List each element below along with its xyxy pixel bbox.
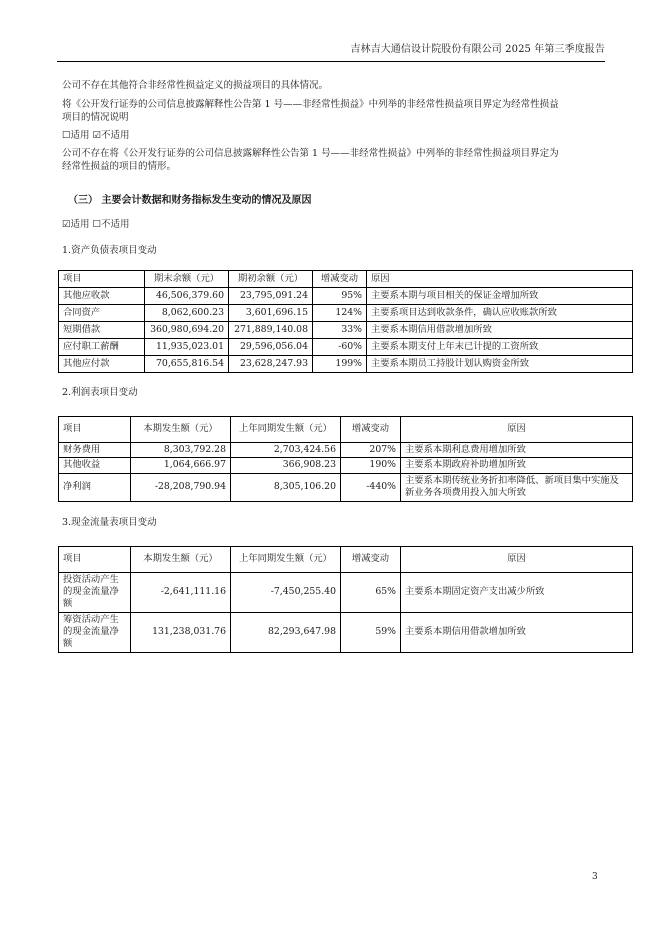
reason-cell: 主要系本期信用借款增加所致 — [401, 612, 633, 652]
table-row — [59, 339, 633, 356]
reason-cell: 主要系本期员工持股计划认购资金所致 — [367, 356, 633, 373]
balance-sheet-title: 1.资产负债表项目变动 — [62, 245, 157, 257]
value-cell: 131,238,031.76 — [131, 612, 231, 652]
value-cell: 366,908.23 — [231, 458, 341, 474]
item-cell: 合同资产 — [59, 305, 145, 322]
header-divider — [57, 61, 605, 62]
header-cell: 增减变动 — [313, 271, 367, 288]
change-cell: 124% — [313, 305, 367, 322]
table-row — [59, 612, 633, 652]
table-row — [59, 442, 633, 458]
item-cell: 应付职工薪酬 — [59, 339, 145, 356]
table-row — [59, 288, 633, 305]
item-cell: 筹资活动产生的现金流量净额 — [59, 612, 131, 652]
reason-cell: 主要系本期利息费用增加所致 — [401, 442, 633, 458]
cashflow-title: 3.现金流量表项目变动 — [62, 516, 157, 528]
item-cell: 其他收益 — [59, 458, 131, 474]
header-cell: 项目 — [59, 271, 145, 288]
value-cell: 23,795,091.24 — [229, 288, 313, 305]
value-cell: 11,935,023.01 — [145, 339, 229, 356]
intro-text-2 — [62, 99, 632, 125]
header-cell: 原因 — [401, 416, 633, 442]
header-cell: 上年同期发生额（元） — [231, 416, 341, 442]
table-row — [59, 572, 633, 612]
header-cell: 上年同期发生额（元） — [231, 546, 341, 572]
header-cell: 原因 — [367, 271, 633, 288]
header-cell: 项目 — [59, 546, 131, 572]
value-cell: 2,703,424.56 — [231, 442, 341, 458]
change-cell: 190% — [341, 458, 401, 474]
table-row — [59, 305, 633, 322]
header-cell: 本期发生额（元） — [131, 546, 231, 572]
table-row — [59, 322, 633, 339]
value-cell: 70,655,816.54 — [145, 356, 229, 373]
reason-cell: 主要系本期固定资产支出减少所致 — [401, 572, 633, 612]
value-cell: 271,889,140.08 — [229, 322, 313, 339]
report-header: 吉林吉大通信设计院股份有限公司 2025 年第三季度报告 — [350, 44, 605, 55]
header-cell: 原因 — [401, 546, 633, 572]
item-cell: 短期借款 — [59, 322, 145, 339]
value-cell: 8,303,792.28 — [131, 442, 231, 458]
change-cell: 33% — [313, 322, 367, 339]
header-cell: 期末余额（元） — [145, 271, 229, 288]
header-cell: 本期发生额（元） — [131, 416, 231, 442]
reason-cell: 主要系本期传统业务折扣率降低、新项目集中实施及新业务各项费用投入加大所致 — [401, 473, 633, 501]
intro-text-3a: 公司不存在将《公开发行证券的公司信息披露解释性公告第 1 号——非经常性损益》中列举的非经常性损益项目界定为 — [62, 148, 559, 160]
income-statement-title: 2.利润表项目变动 — [62, 387, 138, 398]
change-cell: 199% — [313, 356, 367, 373]
applicability-checkbox-2: ☑适用 ☐不适用 — [62, 219, 130, 231]
value-cell: 8,305,106.20 — [231, 473, 341, 501]
value-cell: 3,601,696.15 — [229, 305, 313, 322]
change-cell: -440% — [341, 473, 401, 501]
value-cell: -7,450,255.40 — [231, 572, 341, 612]
value-cell: 8,062,600.23 — [145, 305, 229, 322]
change-cell: -60% — [313, 339, 367, 356]
item-cell: 其他应收款 — [59, 288, 145, 305]
item-cell: 净利润 — [59, 473, 131, 501]
reason-cell: 主要系本期与项目相关的保证金增加所致 — [367, 288, 633, 305]
change-cell: 95% — [313, 288, 367, 305]
change-cell: 65% — [341, 572, 401, 612]
value-cell: -28,208,790.94 — [131, 473, 231, 501]
value-cell: 360,980,694.20 — [145, 322, 229, 339]
intro-text-2b: 项目的情况说明 — [62, 111, 129, 123]
applicability-checkbox-1: ☐适用 ☑不适用 — [62, 130, 130, 142]
value-cell: 82,293,647.98 — [231, 612, 341, 652]
item-cell: 投资活动产生的现金流量净额 — [59, 572, 131, 612]
table-header-row — [59, 546, 633, 572]
table-header-row — [59, 416, 633, 442]
reason-cell: 主要系项目达到收款条件，确认应收账款所致 — [367, 305, 633, 322]
change-cell: 59% — [341, 612, 401, 652]
value-cell: 1,064,666.97 — [131, 458, 231, 474]
page-content — [62, 80, 632, 653]
section-heading: （三） 主要会计数据和财务指标发生变动的情况及原因 — [68, 194, 312, 206]
reason-cell: 主要系本期信用借款增加所致 — [367, 322, 633, 339]
value-cell: 23,628,247.93 — [229, 356, 313, 373]
cashflow-table — [58, 546, 633, 653]
table-row — [59, 356, 633, 373]
value-cell: -2,641,111.16 — [131, 572, 231, 612]
intro-text-2a: 将《公开发行证券的公司信息披露解释性公告第 1 号——非经常性损益》中列举的非经常性损益项目界定为经常性损益 — [62, 98, 559, 110]
header-cell: 期初余额（元） — [229, 271, 313, 288]
balance-sheet-table — [58, 270, 633, 373]
table-row — [59, 458, 633, 474]
item-cell: 其他应付款 — [59, 356, 145, 373]
header-cell: 项目 — [59, 416, 131, 442]
table-row — [59, 473, 633, 501]
header-cell: 增减变动 — [341, 546, 401, 572]
income-statement-table — [58, 416, 633, 502]
intro-text-3b: 经常性损益的项目的情形。 — [62, 161, 177, 173]
reason-cell: 主要系本期政府补助增加所致 — [401, 458, 633, 474]
header-cell: 增减变动 — [341, 416, 401, 442]
intro-text-3 — [62, 148, 632, 174]
item-cell: 财务费用 — [59, 442, 131, 458]
value-cell: 29,596,056.04 — [229, 339, 313, 356]
change-cell: 207% — [341, 442, 401, 458]
page-number: 3 — [592, 872, 598, 882]
intro-text-1: 公司不存在其他符合非经常性损益定义的损益项目的具体情况。 — [62, 80, 329, 91]
value-cell: 46,506,379.60 — [145, 288, 229, 305]
table-header-row — [59, 271, 633, 288]
reason-cell: 主要系本期支付上年末已计提的工资所致 — [367, 339, 633, 356]
